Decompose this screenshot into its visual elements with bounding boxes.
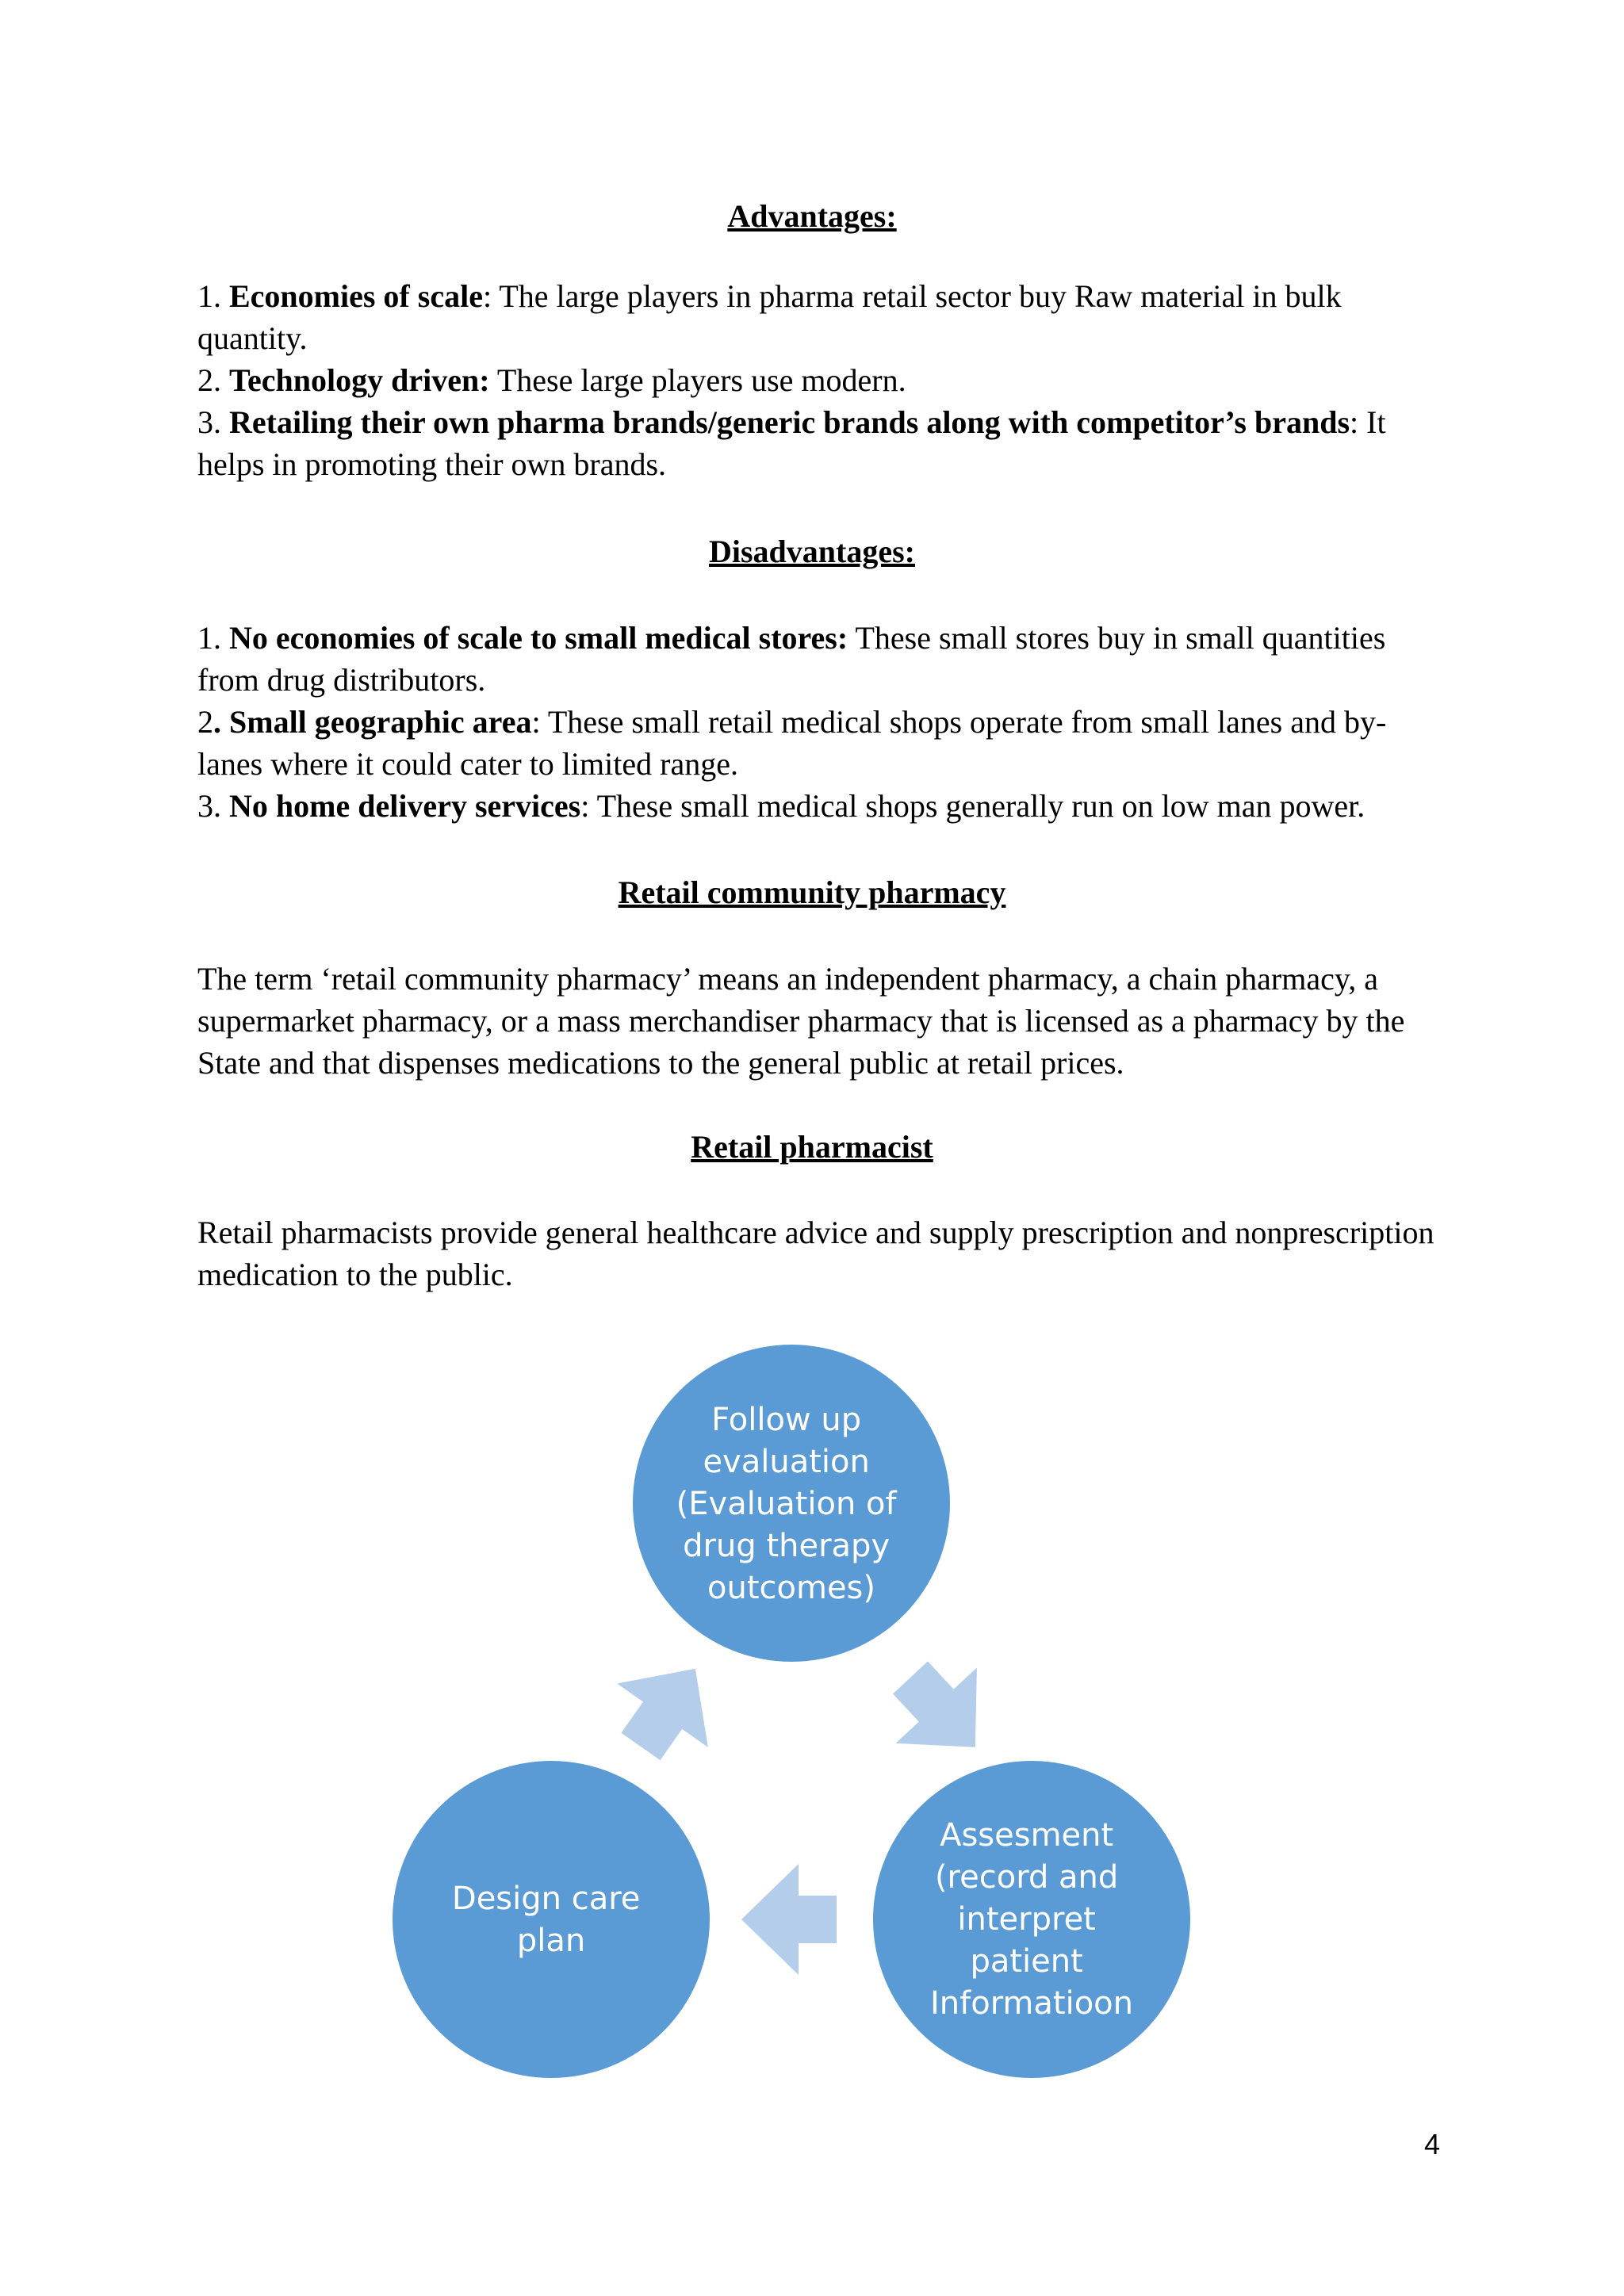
- retail-pharmacist-heading: Retail pharmacist: [691, 1129, 933, 1165]
- list-item: 1. No economies of scale to small medical stores: These small stores buy in small quantities from drug distributors.: [197, 620, 1386, 698]
- disadvantages-heading: Disadvantages:: [708, 534, 916, 569]
- design-circle: [393, 1761, 710, 2078]
- list-item: 3. No home delivery services: These small medical shops generally run on low man power.: [197, 788, 1365, 824]
- assessment-label: Assesment (record and interpret patient Informatioon: [929, 1817, 1134, 2022]
- list-item: 2. Technology driven: These large players use modern.: [197, 362, 906, 398]
- advantages-heading: Advantages:: [727, 198, 897, 234]
- arrow-to-design: [741, 1864, 837, 1975]
- page-number: 4: [1423, 2128, 1441, 2160]
- circle-design: [393, 1761, 710, 2078]
- retail-community-heading: Retail community pharmacy: [618, 874, 1006, 910]
- list-item: 2. Small geographic area: These small retail medical shops operate from small lanes and by-lanes where it could cater to limited range.: [197, 704, 1387, 782]
- retail-community-paragraph: The term ‘retail community pharmacy’ means an independent pharmacy, a chain pharmacy, a supermarket pharmacy, or a mass merchandiser pharmacy that is licensed as a pharmacy by the State and that dispenses medications to the general public at retail prices.: [197, 961, 1405, 1081]
- list-item: 3. Retailing their own pharma brands/generic brands along with competitor’s brands: It helps in promoting their own brands.: [197, 404, 1386, 482]
- advantages-list: [197, 275, 1434, 485]
- retail-pharmacist-paragraph: Retail pharmacists provide general healthcare advice and supply prescription and nonprescription medication to the public.: [197, 1215, 1434, 1292]
- list-item: 1. Economies of scale: The large players in pharma retail sector buy Raw material in bulk quantity.: [197, 278, 1342, 356]
- arrow-to-followup: [596, 1637, 741, 1779]
- disadvantages-list: [197, 617, 1434, 827]
- care-cycle-diagram: [0, 1332, 1624, 2093]
- followup-label: Follow up evaluation (Evaluation of drug therapy outcomes): [676, 1402, 897, 1606]
- arrow-to-assessment: [870, 1640, 1016, 1785]
- circle-followup: [633, 1345, 950, 1662]
- circle-assessment: [873, 1761, 1190, 2078]
- design-label: Design care plan: [451, 1881, 641, 1959]
